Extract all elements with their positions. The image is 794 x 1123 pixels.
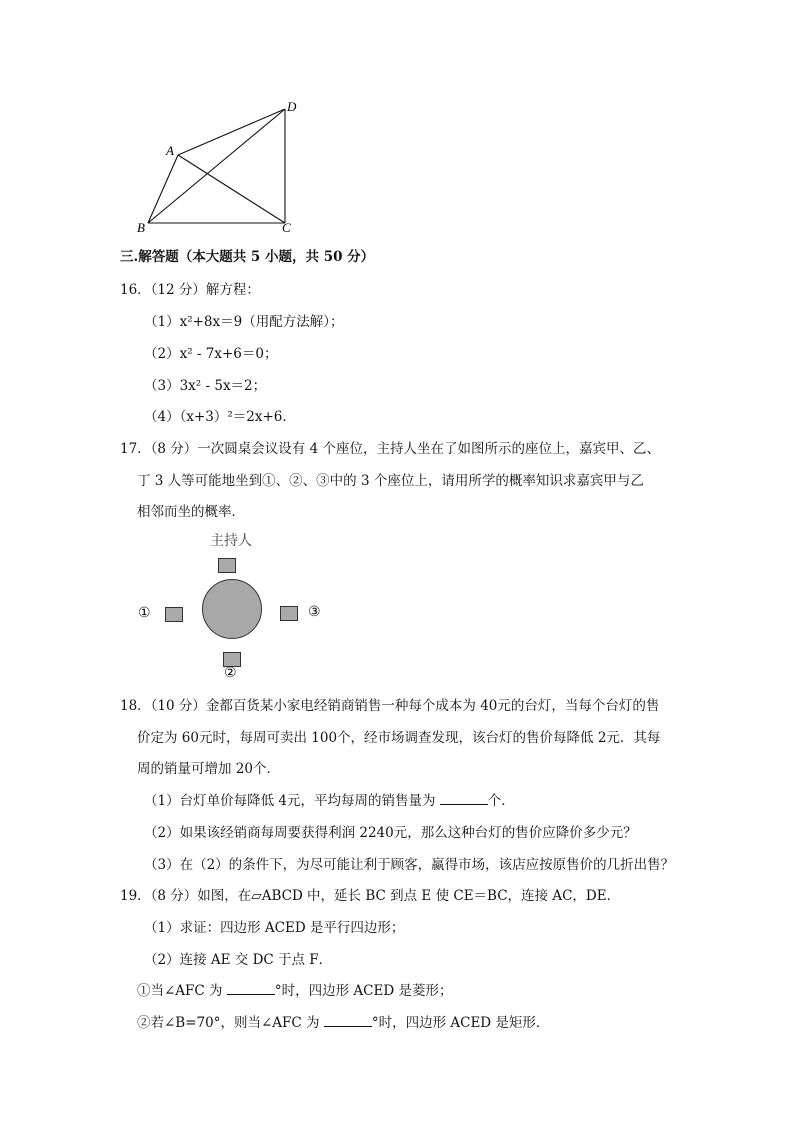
seat-3-label: ③ (308, 604, 321, 620)
q19-case-1-end: °时，四边形 ACED 是菱形； (274, 983, 453, 999)
q19-line-1: 19．（8 分）如图，在▱ABCD 中，延长 BC 到点 E 使 CE＝BC，连接 AC，DE． (120, 888, 621, 904)
q16-item-3-num: （3） (144, 378, 180, 394)
round-table (202, 579, 262, 639)
q19-sub-2: （2）连接 AE 交 DC 于点 F． (144, 952, 333, 968)
q17-line-2: 丁 3 人等可能地坐到①、②、③中的 3 个座位上，请用所学的概率知识求嘉宾甲与乙 (137, 473, 644, 489)
q16-item-1-num: （1） (144, 314, 180, 330)
q16-item-1-expr: x²+8x＝9（用配方法解）； (179, 314, 344, 330)
q18-sub-2: （2）如果该经销商每周要获得利润 2240元，那么这种台灯的售价应降价多少元？ (144, 825, 637, 841)
q18-answer-blank[interactable] (440, 792, 488, 805)
seat-host (218, 558, 236, 573)
q18-sub-1-text: （1）台灯单价每降低 4元，平均每周的销售量为 (144, 793, 436, 809)
q16-head: 16．（12 分）解方程： (120, 282, 260, 298)
q19-case-1 (137, 982, 452, 1000)
q18-sub-1 (144, 792, 515, 810)
q19-case-2-blank[interactable] (324, 1014, 372, 1027)
q17-line-1: 17．（8 分）一次圆桌会议设有 4 个座位，主持人坐在了如图所示的座位上，嘉宾甲、乙、 (120, 441, 660, 457)
q16-item-4-num: （4） (144, 409, 180, 425)
q16-item-1 (144, 313, 343, 331)
q16-item-2 (144, 345, 277, 363)
q16-item-2-num: （2） (144, 346, 180, 362)
seat-1 (165, 607, 183, 622)
q18-sub-1-end: 个． (487, 793, 515, 809)
q19-case-2 (137, 1014, 549, 1032)
host-label: 主持人 (210, 533, 252, 549)
label-b: B (137, 220, 145, 235)
seat-1-label: ① (138, 605, 151, 621)
q16-item-4-expr: （x+3）²＝2x+6． (179, 409, 296, 425)
round-table-figure (130, 525, 340, 681)
section-title: 三.解答题（本大题共 5 小题，共 50 分） (120, 249, 375, 265)
q19-case-1-blank[interactable] (227, 982, 275, 995)
q18-sub-3: （3）在（2）的条件下，为尽可能让利于顾客，赢得市场，该店应按原售价的几折出售？ (144, 857, 675, 873)
seat-3 (280, 606, 298, 621)
seat-2-label: ② (224, 665, 237, 681)
q16-item-2-expr: x² - 7x+6＝0； (179, 346, 278, 362)
segment-da (178, 109, 285, 155)
q19-case-2-text: ②若∠B=70°，则当∠AFC 为 (137, 1015, 320, 1031)
q16-item-4 (144, 408, 296, 426)
diagonal-bd (148, 109, 285, 223)
label-c: C (282, 220, 291, 235)
diagonal-ac (178, 155, 285, 223)
label-d: D (287, 99, 297, 114)
q19-case-2-end: °时，四边形 ACED 是矩形． (371, 1015, 550, 1031)
q16-item-3-expr: 3x² - 5x＝2； (179, 378, 267, 394)
quadrilateral-figure (130, 95, 310, 240)
label-a: A (166, 143, 174, 158)
q19-sub-1: （1）求证：四边形 ACED 是平行四边形； (144, 920, 405, 936)
q18-line-1: 18．（10 分）金都百货某小家电经销商销售一种每个成本为 40元的台灯，当每个台灯的售 (120, 698, 660, 714)
q18-line-3: 周的销量可增加 20个． (137, 761, 280, 777)
segment-ab (148, 155, 178, 223)
q16-item-3 (144, 377, 266, 395)
q19-case-1-text: ①当∠AFC 为 (137, 983, 223, 999)
q17-line-3: 相邻而坐的概率． (137, 504, 245, 520)
q18-line-2: 价定为 60元时，每周可卖出 100个，经市场调查发现，该台灯的售价每降低 2元．其每 (137, 730, 661, 746)
